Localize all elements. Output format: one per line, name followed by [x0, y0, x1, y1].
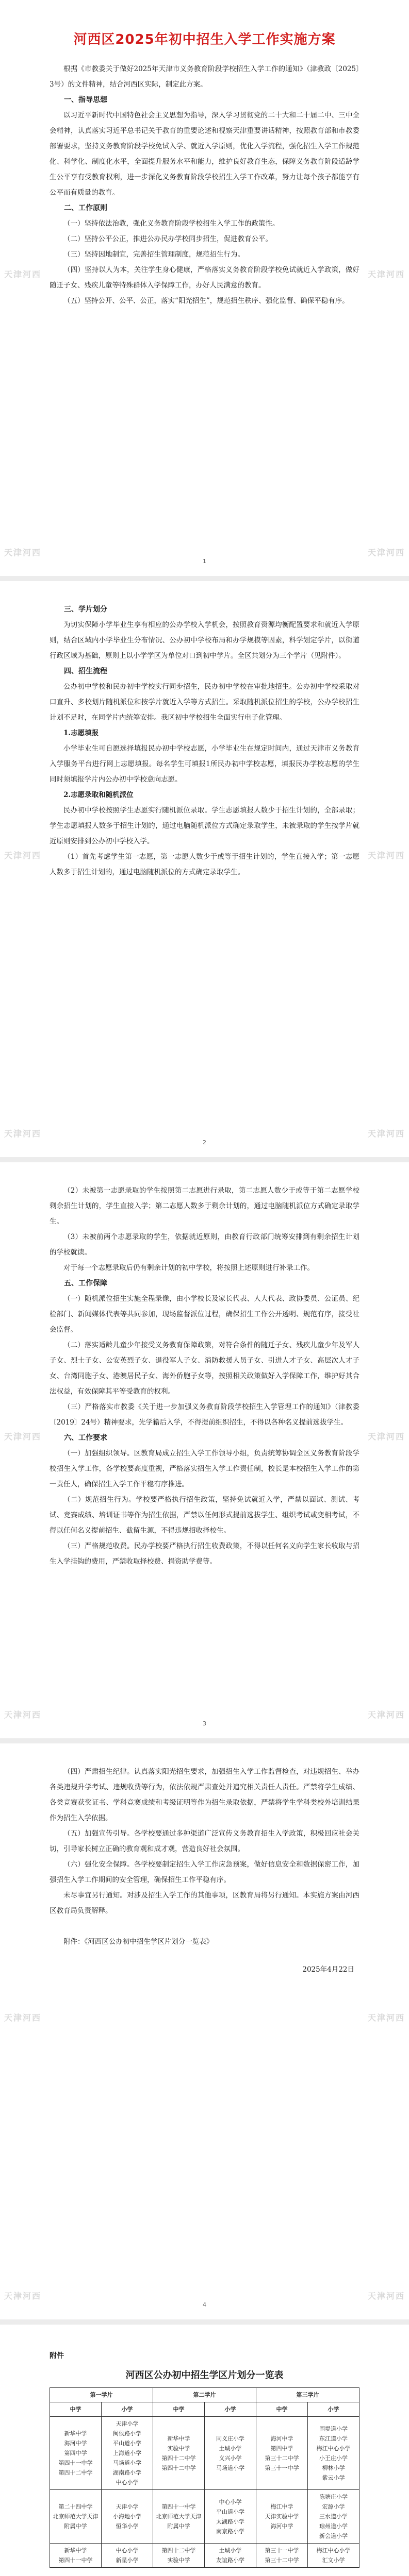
watermark: 天津河西 — [4, 1129, 42, 1139]
table-cell — [205, 2544, 256, 2568]
school-name: 小王庄小学 — [319, 2454, 348, 2462]
school-name: 恒华小学 — [116, 2523, 139, 2530]
watermark: 天津河西 — [4, 851, 42, 860]
column-header: 中学 — [153, 2402, 205, 2417]
zone-table — [50, 2387, 359, 2568]
table-cell — [153, 2544, 205, 2568]
page-number: 1 — [203, 558, 206, 565]
watermark: 天津河西 — [367, 548, 405, 557]
section-2-item: （五）坚持公开、公平、公正，落实“阳光招生”，规范招生秩序、强化监督、确保平稳有序。 — [63, 297, 349, 305]
school-name: 天津实验中学 — [265, 2513, 299, 2520]
school-name: 梅江中学 — [270, 2503, 293, 2510]
section-3-heading: 三、学片划分 — [64, 605, 107, 614]
school-name: 友谊路小学 — [216, 2557, 244, 2564]
section-4-sub-heading: 1.志愿填报 — [63, 729, 99, 737]
school-name: 第四十一中学 — [161, 2503, 196, 2510]
table-cell — [308, 2417, 359, 2490]
school-name: 东江道小学 — [319, 2435, 348, 2442]
school-name: 义兴小学 — [219, 2454, 242, 2462]
school-name: 紫云小学 — [322, 2474, 345, 2481]
school-name: 第三十二中学 — [265, 2557, 299, 2564]
column-header: 中学 — [256, 2402, 308, 2417]
school-name: 闽侯路小学 — [113, 2430, 141, 2437]
school-name: 小海地小学 — [113, 2513, 141, 2520]
table-cell — [102, 2417, 153, 2490]
school-name: 第四十二中学 — [161, 2454, 196, 2462]
document-page-4 — [0, 1743, 409, 2319]
document-title: 河西区2025年初中招生入学工作实施方案 — [73, 32, 336, 47]
watermark: 天津河西 — [4, 2013, 42, 2023]
school-name: 新华中学 — [64, 2547, 87, 2554]
section-5-heading: 五、工作保障 — [64, 1279, 107, 1287]
section-2-item: （一）坚持依法治教，强化义务教育阶段学校招生入学工作的政策性。 — [63, 219, 280, 228]
school-name: 海河中学 — [270, 2435, 293, 2442]
section-6-item: （五）加强宣传引导。各学校要通过多种渠道广泛宣传义务教育招生入学政策，积极回应社会关切，引导家长树立正确的教育观和成才观，营造良好社会氛围。 — [50, 1829, 359, 1853]
section-6-item: （三）严格规范收费。民办学校要严格执行招生收费政策，不得以任何名义向学生家长收取与招生入学挂钩的费用，严禁收取择校费、捐资助学费等。 — [50, 1542, 359, 1566]
column-header: 中学 — [50, 2402, 102, 2417]
school-name: 湖南路小学 — [113, 2469, 141, 2476]
school-name: 梅江中心小学 — [316, 2547, 351, 2554]
section-4-body: 公办初中学校和民办初中学校实行同步招生，民办初中学校在审批地招生。公办初中学校采取对口直升、多校划片随机派位和按学片就近入学等方式招生。采取随机派位招生的学校，公办学校招生计划不足时，在同学片内统筹安排。我区初中学校招生全面实行电子化管理。 — [50, 683, 359, 722]
document-page-2 — [0, 581, 409, 1157]
watermark: 天津河西 — [367, 1710, 405, 1720]
school-name: 第三十二中学 — [265, 2454, 299, 2462]
table-cell — [153, 2490, 205, 2544]
section-5-item: （一）随机派位招生实施全程录像，由小学校长及家长代表、人大代表、政协委员、公证员、纪检部门、新闻媒体代表等共同参加，现场监督派位过程，确保招生工作公开透明、规范有序，接受社会监督。 — [50, 1295, 359, 1334]
school-name: 中心小学 — [116, 2547, 139, 2554]
school-name: 第四十一中学 — [58, 2557, 93, 2564]
document-page-5 — [0, 2325, 409, 2576]
school-name: 梅江中心小学 — [316, 2445, 351, 2452]
sign-date: 2025年4月22日 — [302, 1965, 354, 1974]
school-name: 海河中学 — [64, 2440, 87, 2447]
section-6-item: （四）严肃招生纪律。认真落实阳光招生要求，加强招生入学工作监督检查，对违规招生、举办各类违规升学考试、违规收费等行为，依法依规严肃查处并追究相关责任人责任。严禁将学生成绩、各类竞赛获奖证书、学科竞赛成绩和考级证明等作为招生录取依据，严禁将学生学科类校外培训结果作为招生入学依据。 — [50, 1768, 359, 1822]
school-name: 实验中学 — [167, 2445, 190, 2452]
watermark: 天津河西 — [4, 548, 42, 557]
table-cell — [256, 2490, 308, 2544]
school-name: 土城小学 — [219, 2547, 242, 2554]
watermark: 天津河西 — [367, 2291, 405, 2301]
section-2-item: （三）坚持因地制宜，完善招生管理制度，规范招生行为。 — [63, 250, 244, 259]
school-name: 第四十一中学 — [58, 2460, 93, 2466]
school-name: 第二十四中学 — [58, 2503, 93, 2510]
document-page-1 — [0, 0, 409, 576]
school-name: 中心小学 — [219, 2498, 242, 2505]
section-5-item: （三）严格落实市教委《关于进一步加强义务教育阶段学校招生入学管理工作的通知》（津教委〔2019〕24号）精神要求，先学籍后入学，不得提前组织招生，不得以各种名义提前选拔学生。 — [50, 1403, 359, 1427]
attachment-note: 附件：《河西区公办初中招生学区片划分一览表》 — [63, 1938, 214, 1946]
section-6-item: （六）强化安全保障。各学校要制定招生入学工作应急预案，做好信息安全和数据保密工作，加强招生入学工作期间的安全管理，确保招生工作平稳有序。 — [50, 1860, 359, 1884]
document-page-3 — [0, 1162, 409, 1738]
section-4-body: 对于每一个志愿录取后仍有剩余计划的初中学校，将按照上述原则进行补录工作。 — [63, 1264, 314, 1272]
section-4-sub-heading: 2.志愿录取和随机派位 — [63, 791, 134, 799]
section-4-item: （2）未被第一志愿录取的学生按照第二志愿进行录取，第二志愿人数少于或等于第二志愿学校剩余招生计划的，学生直接入学；第二志愿人数多于剩余计划的，通过电脑随机派位方式确定录取学生。 — [50, 1187, 359, 1226]
section-2-heading: 二、工作原则 — [64, 204, 107, 212]
page-number: 4 — [203, 2301, 206, 2308]
table-cell — [50, 2417, 102, 2490]
section-1-heading: 一、指导思想 — [64, 96, 107, 104]
page-number: 2 — [203, 1139, 206, 1146]
watermark: 天津河西 — [4, 1710, 42, 1720]
school-name: 南京路小学 — [216, 2528, 244, 2535]
column-header: 小学 — [102, 2402, 153, 2417]
table-cell — [102, 2490, 153, 2544]
school-name: 马场道小学 — [216, 2464, 244, 2471]
school-name: 新华中学 — [64, 2430, 87, 2437]
table-cell — [256, 2544, 308, 2568]
section-2-item: （四）坚持以人为本，关注学生身心健康，严格落实义务教育阶段学校免试就近入学政策，做好随迁子女、残疾儿童等特殊群体入学保障工作，办好人民满意的教育。 — [50, 266, 359, 290]
school-name: 第三十一中学 — [265, 2547, 299, 2554]
school-name: 琼州道小学 — [319, 2523, 348, 2530]
section-1-body: 以习近平新时代中国特色社会主义思想为指导，深入学习贯彻党的二十大和二十届二中、三中全会精神，认真落实习近平总书记关于教育的重要论述和视察天津重要讲话精神，按照教育部和市教委部署要求，坚持义务教育阶段学校免试入学、就近入学原则，优化入学流程，强化招生入学工作规范化、科学化、制度化水平，全面提升服务水平和能力，维护良好教育生态，保障义务教育阶段适龄学生公平享有受教育权利，进一步深化义务教育阶段学校招生入学工作改革，努力让每个孩子都能享有公平而有质量的教育。 — [50, 111, 359, 197]
group-header: 第三学片 — [256, 2388, 359, 2402]
school-name: 第三十一中学 — [265, 2464, 299, 2471]
table-sub-header-row — [50, 2402, 359, 2417]
watermark: 天津河西 — [367, 269, 405, 279]
attachment-label: 附件 — [50, 2352, 64, 2360]
school-name: 第四十二中学 — [161, 2547, 196, 2554]
table-row — [50, 2490, 359, 2544]
school-name: 三水道小学 — [319, 2513, 348, 2520]
section-5-item: （二）落实适龄儿童少年接受义务教育保障政策，对符合条件的随迁子女、残疾儿童少年及军人子女、烈士子女、公安英烈子女、退役军人子女、消防救援人员子女、引进人才子女、高层次人才子女、台湾同胞子女、港澳居民子女、海外侨胞子女等，按照相关政策做好入学保障工作，维护好其合法权益，有效保障其平等受教育的权利。 — [50, 1341, 359, 1396]
school-name: 新华中学 — [167, 2435, 190, 2442]
column-header: 小学 — [205, 2402, 256, 2417]
table-cell — [308, 2544, 359, 2568]
table-cell — [256, 2417, 308, 2490]
school-name: 新星小学 — [116, 2557, 139, 2564]
table-cell — [50, 2544, 102, 2568]
table-title: 河西区公办初中招生学区片划分一览表 — [125, 2370, 284, 2381]
section-6-item: （一）加强组织领导。区教育局成立招生入学工作领导小组，负责统筹协调全区义务教育阶段学校招生入学工作，各学校要高度重视，严格落实招生入学工作责任制，校长是本校招生入学工作的第一责任人，确保招生入学工作平稳有序推进。 — [50, 1449, 359, 1488]
intro-paragraph: 根据《市教委关于做好2025年天津市义务教育阶段学校招生入学工作的通知》（津教政〔2025〕3号）的文件精神，结合河西区实际，制定此方案。 — [50, 65, 359, 89]
table-row — [50, 2544, 359, 2568]
school-name: 北京师范大学天津附属中学 — [53, 2513, 99, 2530]
section-4-body: 民办初中学校按照学生志愿实行随机派位录取。学生志愿填报人数少于招生计划的，全部录取；学生志愿填报人数多于招生计划的，通过电脑随机派位方式确定录取学生，未被录取的学生按学片就近原则安排到公办初中学校入学。 — [50, 806, 359, 845]
school-name: 第四十二中学 — [161, 2464, 196, 2471]
section-2-item: （二）坚持公平公正，推进公办民办学校同步招生，促进教育公平。 — [63, 235, 272, 243]
group-header: 第一学片 — [50, 2388, 153, 2402]
table-cell — [102, 2544, 153, 2568]
section-4-heading: 四、招生流程 — [64, 667, 107, 675]
table-group-header-row — [50, 2388, 359, 2402]
table-cell — [308, 2490, 359, 2544]
section-6-heading: 六、工作要求 — [64, 1434, 107, 1442]
school-name: 平山道小学 — [113, 2440, 141, 2447]
section-4-item: （3）未被前两个志愿录取的学生，依据就近原则，由教育行政部门统筹安排到有剩余招生计划的学校就读。 — [50, 1233, 359, 1257]
watermark: 天津河西 — [4, 269, 42, 279]
school-name: 新会道小学 — [319, 2533, 348, 2539]
school-name: 海河中学 — [270, 2523, 293, 2530]
school-name: 马场道小学 — [113, 2460, 141, 2466]
school-name: 土城小学 — [219, 2445, 242, 2452]
school-name: 围堤道小学 — [319, 2425, 348, 2432]
table-cell — [205, 2490, 256, 2544]
group-header: 第二学片 — [153, 2388, 256, 2402]
watermark: 天津河西 — [4, 2291, 42, 2301]
school-name: 天津小学 — [116, 2420, 139, 2427]
watermark: 天津河西 — [367, 1129, 405, 1139]
school-name: 第四中学 — [64, 2450, 87, 2456]
table-cell — [153, 2417, 205, 2490]
section-4-body: 小学毕业生可自愿选择填报民办初中学校志愿，小学毕业生在规定时间内，通过天津市义务教育入学服务平台进行网上志愿填报。每名学生可填报1所民办初中学校志愿，填报民办学校志愿的学生同时须填报学片内公办初中学校意向志愿。 — [50, 744, 359, 784]
table-cell — [205, 2417, 256, 2490]
school-name: 柳林小学 — [322, 2464, 345, 2471]
school-name: 第四十二中学 — [58, 2469, 93, 2476]
watermark: 天津河西 — [367, 851, 405, 860]
section-3-body: 为切实保障小学毕业生享有相应的公办学校入学机会，按照教育资源均衡配置要求和就近入学原则，结合区域内小学毕业生分布情况、公办初中学校布局和办学规模等因素，科学划定学片，以街道行政区域为基础，原则上以小学学区为单位对口到初中学片。全区共划分为三个学片（见附件）。 — [50, 621, 359, 660]
watermark: 天津河西 — [367, 2013, 405, 2023]
school-name: 宏源小学 — [322, 2503, 345, 2510]
school-name: 北京师范大学天津附属中学 — [156, 2513, 202, 2530]
school-name: 汇文小学 — [322, 2557, 345, 2564]
page-number: 3 — [203, 1720, 206, 1727]
section-4-item: （1）首先考虑学生第一志愿，第一志愿人数少于或等于招生计划的，学生直接入学；第一志愿人数多于招生计划的，通过电脑随机派位的方式确定录取学生。 — [50, 853, 359, 876]
school-name: 同义庄小学 — [216, 2435, 244, 2442]
watermark: 天津河西 — [4, 1432, 42, 1442]
section-6-item: （二）规范招生行为。学校要严格执行招生政策，坚持免试就近入学，严禁以面试、测试、考试、竞赛成绩、培训证书等作为招生依据，严禁以任何形式提前选拔学生、组织考试或变相考试，不得以任何名义提前招生、截留生源，不得违规招收择校生。 — [50, 1496, 359, 1535]
table-cell — [50, 2490, 102, 2544]
school-name: 实验中学 — [167, 2557, 190, 2564]
school-name: 天津小学 — [116, 2503, 139, 2510]
table-row — [50, 2417, 359, 2490]
watermark: 天津河西 — [367, 1432, 405, 1442]
school-name: 陈塘庄小学 — [319, 2494, 348, 2500]
section-6-body: 未尽事宜另行通知。对涉及招生入学工作的其他事项，区教育局将另行通知。本实施方案由河西区教育局负责解释。 — [50, 1891, 359, 1915]
school-name: 第四中学 — [270, 2445, 293, 2452]
school-name: 太湖路小学 — [216, 2518, 244, 2525]
school-name: 中心小学 — [116, 2479, 139, 2486]
school-name: 平山道小学 — [216, 2508, 244, 2515]
school-name: 上海道小学 — [113, 2450, 141, 2456]
column-header: 小学 — [308, 2402, 359, 2417]
